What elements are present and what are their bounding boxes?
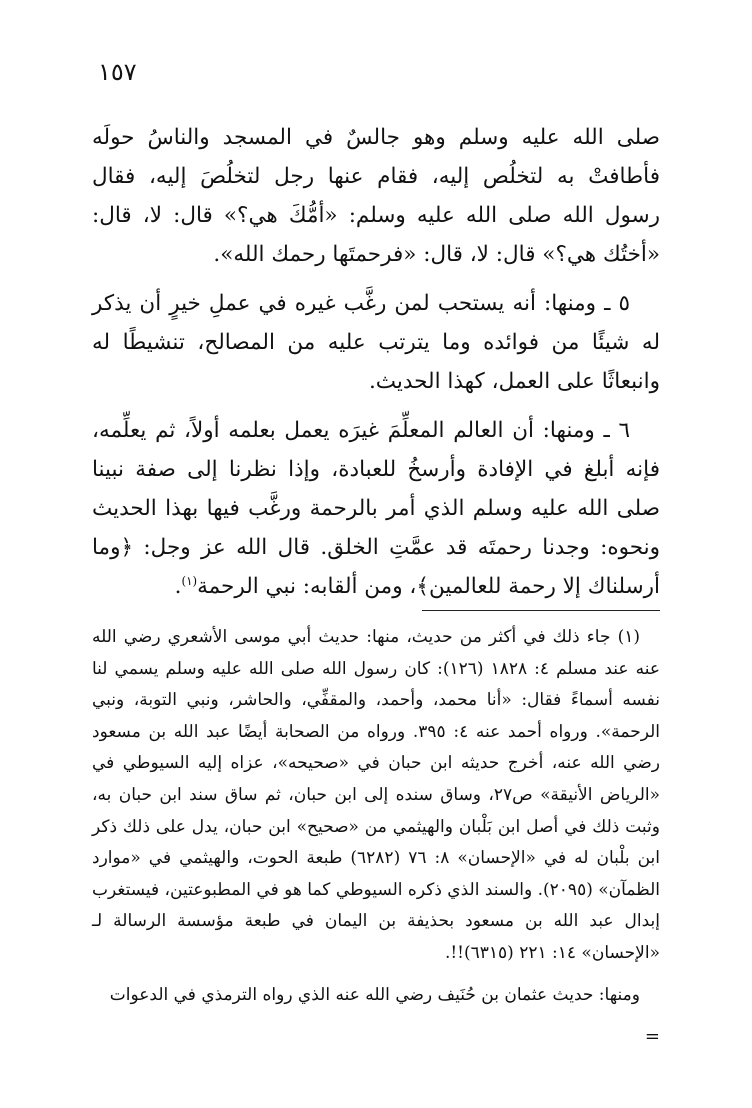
continuation-mark: = bbox=[644, 1026, 660, 1048]
paragraph-1: صلى الله عليه وسلم وهو جالسٌ في المسجد والناسُ حولَه فأطافتْ به لتخلُص إليه، فقام عنها رجل لتخلُصَ إليه، فقال رسول الله صلى الله عليه وسلم: «أمُّكَ هي؟» قال: لا، قال: «أختُك هي؟» قال: لا، قال: «فرحمتَها رحمك الله». bbox=[92, 125, 660, 267]
paragraph-3 bbox=[92, 411, 660, 606]
footnote-reference[interactable]: (١) bbox=[181, 573, 198, 588]
footnote-2: ومنها: حديث عثمان بن حُنَيف رضي الله عنه الذي رواه الترمذي في الدعوات bbox=[109, 984, 640, 1005]
footnote-divider bbox=[422, 610, 660, 611]
footnotes-section bbox=[92, 622, 660, 1053]
footnote-1: (١) جاء ذلك في أكثر من حديث، منها: حديث أبي موسى الأشعري رضي الله عنه عند مسلم ٤: ١٨٢٨ (١٢٦): كان رسول الله صلى الله عليه وسلم يسمي لنا نفسه أسماءً فقال: «أنا محمد، وأحمد، والمقفِّي، والحاشر، ونبي التوبة، ونبي الرحمة». ورواه أحمد عنه ٤: ٣٩٥. ورواه من الصحابة أيضًا عبد الله بن مسعود رضي الله عنه، أخرج حديثه ابن حبان في «صحيحه»، عزاه إليه السيوطي في «الرياض الأنيقة» ص٢٧، وساق سنده إلى ابن حبان، ثم ساق سند ابن حبان به، وثبت ذلك في أصل ابن بَلْبان والهيثمي من «صحيح» ابن حبان، يدل على ذلك ذكر ابن بلْبان له في «الإحسان» ٨: ٧٦ (٦٢٨٢) طبعة الحوت، والهيثمي في «موارد الظمآن» (٢٠٩٥). والسند الذي ذكره السيوطي كما هو في المطبوعتين، فيستغرب إبدال عبد الله بن مسعود بحذيفة بن اليمان في طبعة مؤسسة الرسالة لـ «الإحسان» ١٤: ٢٢١ (٦٣١٥)!!. bbox=[92, 627, 661, 963]
paragraph-3-period: . bbox=[174, 574, 182, 599]
main-text-body bbox=[92, 118, 660, 616]
page-number: ١٥٧ bbox=[98, 58, 137, 86]
paragraph-3-text: ٦ ـ ومنها: أن العالم المعلِّمَ غيرَه يعمل بعلمه أولاً، ثم يعلِّمه، فإنه أبلغ في الإفادة وأرسخُ للعبادة، وإذا نظرنا إلى صفة نبينا صلى الله عليه وسلم الذي أمر بالرحمة ورغَّب فيها بهذا الحديث ونحوه: وجدنا رحمتَه قد عمَّتِ الخلق. قال الله عز وجل: ﴿وما أرسلناك إلا رحمة للعالمين﴾، ومن ألقابه: نبي الرحمة bbox=[92, 418, 660, 599]
paragraph-2: ٥ ـ ومنها: أنه يستحب لمن رغَّب غيره في عملِ خيرٍ أن يذكر له شيئًا من فوائده وما يترتب عليه من المصالح، تنشيطًا له وانبعاثًا على العمل، كهذا الحديث. bbox=[92, 291, 660, 394]
